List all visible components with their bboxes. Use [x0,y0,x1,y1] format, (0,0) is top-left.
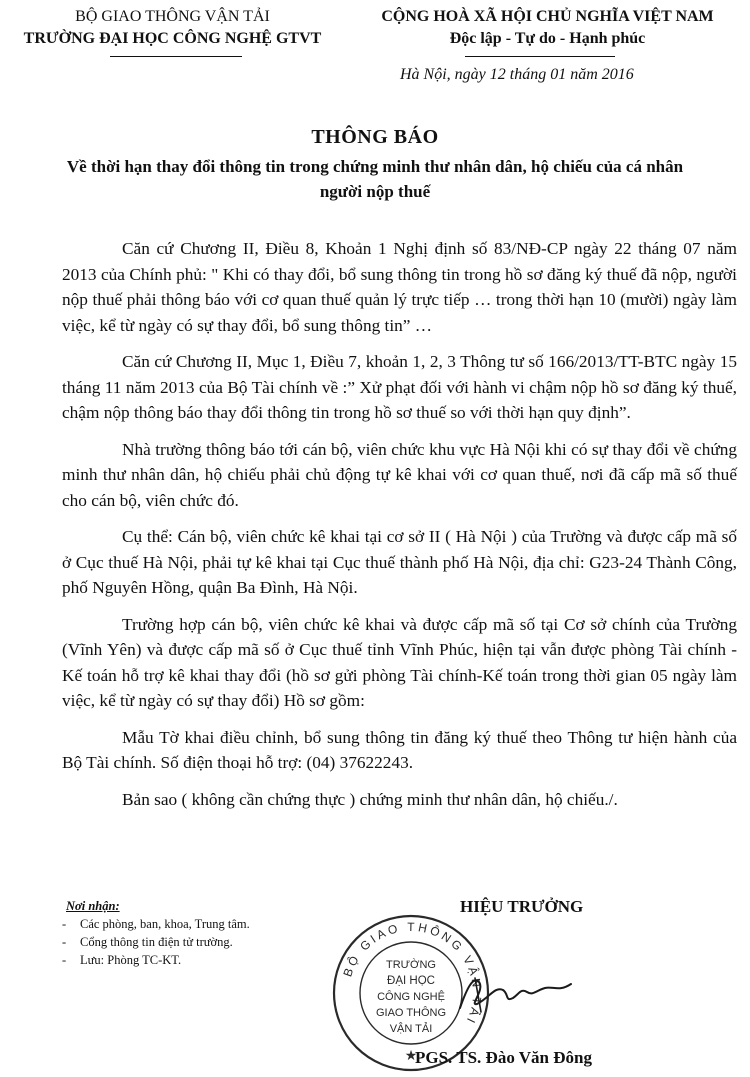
national-motto: Độc lập - Tự do - Hạnh phúc [449,30,646,47]
stamp-ring-text: BỘ GIAO THÔNG VẬN TẢI [340,919,485,1028]
body-paragraph: Cụ thể: Cán bộ, viên chức kê khai tại cơ sở II ( Hà Nội ) của Trường và được cấp mã số ở Cục thuế Hà Nội, phải tự kê khai tại Cục thuế thành phố Hà Nội, địa chỉ: G23-24 Thành Công, phố Nguyên Hồng, quận Ba Đình, Hà Nội. [62,527,737,597]
stamp-line: GIAO THÔNG [375,1007,447,1019]
stamp-line: CÔNG NGHỆ [377,991,445,1003]
body-paragraph: Căn cứ Chương II, Mục 1, Điều 7, khoản 1, 2, 3 Thông tư số 166/2013/TT-BTC ngày 15 tháng 11 năm 2013 của Bộ Tài chính về :” Xử phạt đối với hành vi chậm nộp hồ sơ đăng ký thuế, chậm nộp thông báo thay đổi thông tin trong hồ sơ thuế so với thời hạn quy định”. [62,352,737,422]
document-title: THÔNG BÁO [311,126,439,148]
body-paragraph: Trường hợp cán bộ, viên chức kê khai và được cấp mã số tại Cơ sở chính của Trường (Vĩnh Yên) và được cấp mã số ở Cục thuế tỉnh Vĩnh Phúc, hiện tại vẫn được phòng Tài chính - Kế toán hỗ trợ kê khai thay đổi (hồ sơ gửi phòng Tài chính-Kế toán trong thời gian 05 ngày làm việc, kể từ ngày có sự thay đổi) Hồ sơ gồm: [62,614,737,710]
recipient-text: Các phòng, ban, khoa, Trung tâm. [80,917,250,931]
document-subtitle: Về thời hạn thay đổi thông tin trong chứng minh thư nhân dân, hộ chiếu của cá nhân người nộp thuế [66,157,684,201]
body-paragraph: Nhà trường thông báo tới cán bộ, viên chức khu vực Hà Nội khi có sự thay đổi về chứng minh thư nhân dân, hộ chiếu phải chủ động tự kê khai với cơ quan thuế, nơi đã cấp mã số thuế cho cán bộ, viên chức đó. [62,439,737,510]
recipient-item: - Các phòng, ban, khoa, Trung tâm. [62,917,250,931]
issuer-underline [110,56,242,57]
handwritten-signature [455,968,575,1018]
recipient-item: - Lưu: Phòng TC-KT. [62,953,182,967]
motto-underline [465,56,615,57]
ministry-name: BỘ GIAO THÔNG VẬN TẢI [75,8,270,25]
national-header [345,6,750,50]
school-name: TRƯỜNG ĐẠI HỌC CÔNG NGHỆ GTVT [23,30,322,47]
recipient-text: Lưu: Phòng TC-KT. [80,953,182,967]
stamp-star-icon: ★ [404,1047,418,1063]
body-paragraph: Mẫu Tờ khai điều chỉnh, bổ sung thông tin đăng ký thuế theo Thông tư hiện hành của Bộ Tài chính. Số điện thoại hỗ trợ: (04) 37622243. [62,727,737,772]
country-name: CỘNG HOÀ XÃ HỘI CHỦ NGHĨA VIỆT NAM [381,8,714,25]
recipient-text: Cổng thông tin điện tử trường. [80,935,233,949]
signatory-title: HIỆU TRƯỞNG [460,897,584,916]
stamp-line: ĐẠI HỌC [387,975,435,987]
body-paragraph: Bản sao ( không cần chứng thực ) chứng minh thư nhân dân, hộ chiếu./. [122,789,618,809]
recipients-block [62,897,342,969]
recipient-item: - Cổng thông tin điện tử trường. [62,935,233,949]
stamp-line: VẬN TẢI [389,1023,433,1035]
body-paragraph: Căn cứ Chương II, Điều 8, Khoản 1 Nghị định số 83/NĐ-CP ngày 22 tháng 07 năm 2013 của Chính phủ: " Khi có thay đổi, bổ sung thông tin trong hồ sơ đăng ký thuế đã nộp, người nộp thuế phải thông báo với cơ quan thuế quản lý trực tiếp … trong thời hạn 10 (mười) ngày làm việc, kể từ ngày có sự thay đổi, bổ sung thông tin” … [62,239,737,335]
signatory-name: PGS. TS. Đào Văn Đông [415,1048,592,1067]
document-date: Hà Nội, ngày 12 tháng 01 năm 2016 [400,66,634,83]
document-body [62,236,737,823]
issuer-block [0,6,345,50]
recipients-title: Nơi nhận: [66,899,120,913]
stamp-line: TRƯỜNG [386,959,436,971]
